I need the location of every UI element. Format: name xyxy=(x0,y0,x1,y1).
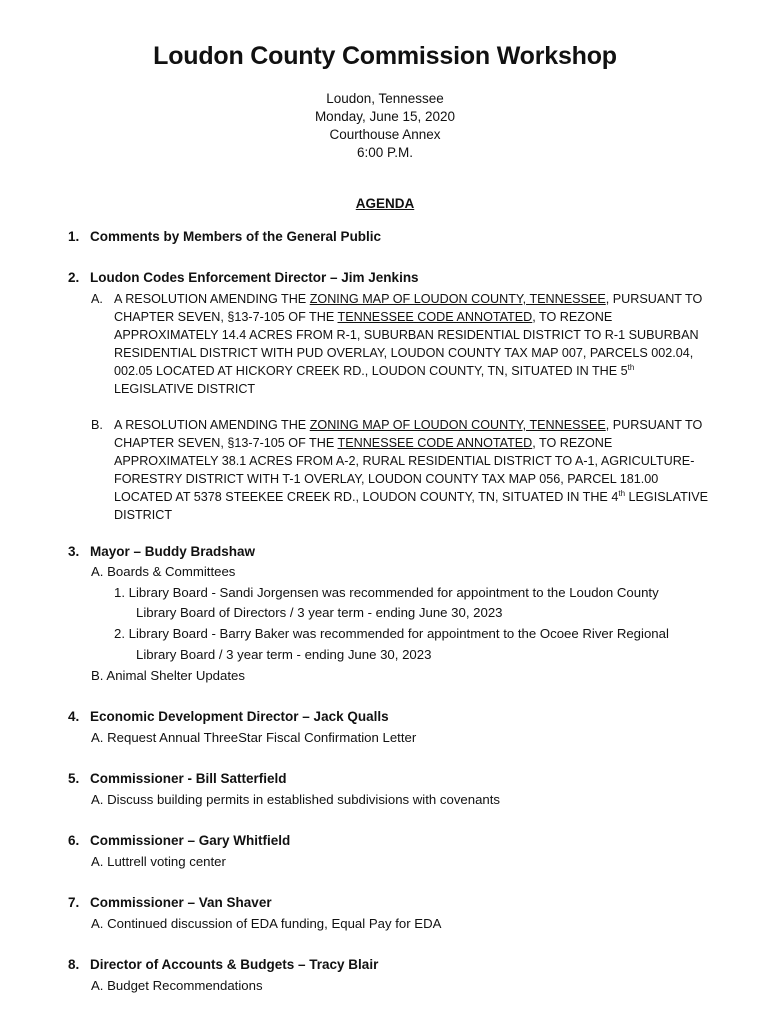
item-title: Commissioner – Van Shaver xyxy=(90,895,272,910)
ordinal-suffix: th xyxy=(627,362,635,372)
sub-item: A. Luttrell voting center xyxy=(91,854,226,869)
sub-item-letter: A. xyxy=(91,292,103,306)
sub-item: A. Discuss building permits in established subdivisions with covenants xyxy=(91,792,501,807)
agenda-item-2 xyxy=(68,270,419,285)
item-title: Mayor – Buddy Bradshaw xyxy=(90,544,256,559)
resolution-text: A RESOLUTION AMENDING THE xyxy=(114,418,310,432)
item-title: Comments by Members of the General Public xyxy=(90,229,382,244)
tn-code-link: TENNESSEE CODE ANNOTATED xyxy=(337,310,533,324)
appointment-1: 1. Library Board - Sandi Jorgensen was recommended for appointment to the Loudon County xyxy=(114,585,659,600)
resolution-text: LEGISLATIVE DISTRICT xyxy=(114,382,256,396)
meeting-time: 6:00 P.M. xyxy=(356,145,414,160)
page-title: Loudon County Commission Workshop xyxy=(153,42,617,70)
agenda-item-7 xyxy=(68,895,272,910)
agenda-item-1 xyxy=(68,229,381,244)
resolution-text: , TO REZONE APPROXIMATELY 14.4 ACRES FROM R-1, SUBURBAN RESIDENTIAL DISTRICT TO R-1 SUBURBAN RESIDENTIAL DISTRICT WITH PUD OVERLAY, LOUDON COUNTY TAX MAP 007, PARCELS 002.04, 002.05 LOCATED AT HICKORY CREEK RD., LOUDON COUNTY, TN, SITUATED IN THE 5 xyxy=(114,310,699,378)
agenda-item-5 xyxy=(68,771,287,786)
appointment-2: 2. Library Board - Barry Baker was recommended for appointment to the Ocoee River Regional xyxy=(114,626,669,641)
resolution-a xyxy=(91,290,711,398)
meeting-location: Loudon, Tennessee xyxy=(326,91,444,106)
agenda-heading: AGENDA xyxy=(355,196,415,211)
item-title: Loudon Codes Enforcement Director – Jim Jenkins xyxy=(90,270,419,285)
item-number: 5. xyxy=(68,771,80,786)
item-title: Economic Development Director – Jack Qualls xyxy=(90,709,389,724)
sub-item: A. Request Annual ThreeStar Fiscal Confirmation Letter xyxy=(91,730,417,745)
sub-item-boards: A. Boards & Committees xyxy=(91,564,236,579)
item-number: 2. xyxy=(68,270,80,285)
item-title: Commissioner – Gary Whitfield xyxy=(90,833,291,848)
zoning-map-link: ZONING MAP OF LOUDON COUNTY, TENNESSEE xyxy=(309,418,606,432)
zoning-map-link: ZONING MAP OF LOUDON COUNTY, TENNESSEE xyxy=(309,292,606,306)
resolution-text: , TO REZONE APPROXIMATELY 38.1 ACRES FROM A-2, RURAL RESIDENTIAL DISTRICT TO A-1, AGRICULTURE-FORESTRY DISTRICT WITH T-1 OVERLAY, LOUDON COUNTY TAX MAP 056, PARCEL 181.00 LOCATED AT 5378 STEEKEE CREEK RD., LOUDON COUNTY, TN, SITUATED IN THE 4 xyxy=(114,436,695,504)
tn-code-link: TENNESSEE CODE ANNOTATED xyxy=(337,436,533,450)
agenda-item-6 xyxy=(68,833,290,848)
appointment-2-detail: Library Board / 3 year term - ending June 30, 2023 xyxy=(136,647,432,662)
appointment-1-detail: Library Board of Directors / 3 year term - ending June 30, 2023 xyxy=(136,605,503,620)
resolution-text: A RESOLUTION AMENDING THE xyxy=(114,292,310,306)
agenda-item-8 xyxy=(68,957,378,972)
item-number: 6. xyxy=(68,833,80,848)
item-number: 3. xyxy=(68,544,80,559)
sub-item: A. Continued discussion of EDA funding, Equal Pay for EDA xyxy=(91,916,442,931)
resolution-text: LEGISLATIVE DISTRICT xyxy=(114,490,709,522)
sub-item-animal-shelter: B. Animal Shelter Updates xyxy=(91,668,245,683)
meeting-date: Monday, June 15, 2020 xyxy=(314,109,456,124)
item-title: Director of Accounts & Budgets – Tracy Blair xyxy=(90,957,379,972)
resolution-text: , PURSUANT TO CHAPTER SEVEN, §13-7-105 OF THE xyxy=(114,292,703,324)
sub-item-letter: B. xyxy=(91,418,103,432)
agenda-item-4 xyxy=(68,709,389,724)
sub-item: A. Budget Recommendations xyxy=(91,978,263,993)
resolution-text: , PURSUANT TO CHAPTER SEVEN, §13-7-105 OF THE xyxy=(114,418,703,450)
item-number: 4. xyxy=(68,709,80,724)
item-number: 1. xyxy=(68,229,80,244)
ordinal-suffix: th xyxy=(618,488,626,498)
item-number: 8. xyxy=(68,957,80,972)
resolution-b xyxy=(91,416,711,524)
item-title: Commissioner - Bill Satterfield xyxy=(90,771,287,786)
meeting-venue: Courthouse Annex xyxy=(329,127,441,142)
agenda-item-3 xyxy=(68,544,255,559)
item-number: 7. xyxy=(68,895,80,910)
